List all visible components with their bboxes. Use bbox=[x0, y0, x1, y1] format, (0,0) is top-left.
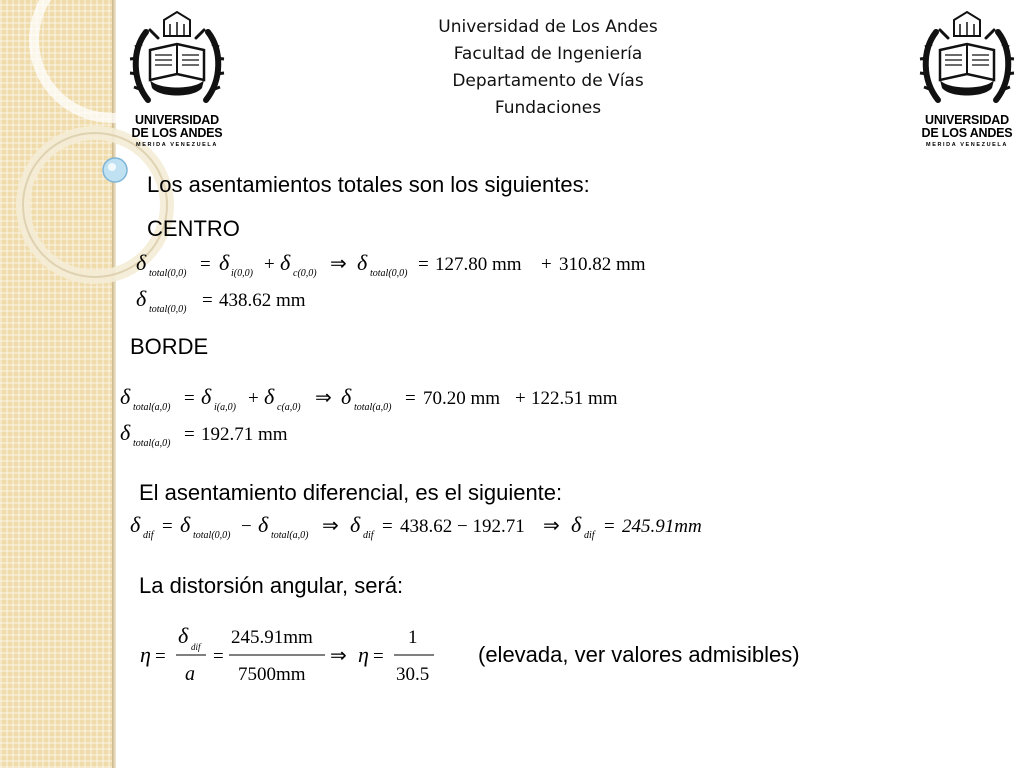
svg-text:δ: δ bbox=[341, 384, 352, 409]
svg-text:δ: δ bbox=[219, 250, 230, 275]
svg-text:=: = bbox=[213, 646, 224, 667]
svg-text:⇒: ⇒ bbox=[315, 387, 332, 409]
logo-name-line2: DE LOS ANDES bbox=[131, 126, 223, 140]
svg-text:c(a,0): c(a,0) bbox=[277, 402, 301, 413]
svg-text:+: + bbox=[248, 388, 259, 409]
logo-city: MERIDA VENEZUELA bbox=[926, 142, 1008, 148]
svg-text:30.5: 30.5 bbox=[396, 664, 430, 685]
svg-text:310.82 mm: 310.82 mm bbox=[559, 254, 646, 275]
svg-text:η: η bbox=[358, 642, 369, 667]
svg-text:⇒: ⇒ bbox=[330, 645, 347, 667]
svg-text:δ: δ bbox=[136, 250, 147, 275]
distorsion-equation bbox=[140, 623, 434, 685]
svg-text:=: = bbox=[162, 516, 173, 537]
svg-text:=: = bbox=[418, 254, 429, 275]
svg-text:dif: dif bbox=[584, 530, 595, 541]
svg-text:127.80 mm: 127.80 mm bbox=[435, 254, 522, 275]
svg-text:7500mm: 7500mm bbox=[238, 664, 306, 685]
distorsion-heading: La distorsión angular, será: bbox=[139, 573, 404, 598]
intro-heading: Los asentamientos totales son los siguientes: bbox=[147, 172, 590, 197]
svg-text:δ: δ bbox=[571, 512, 582, 537]
svg-text:dif: dif bbox=[191, 642, 201, 652]
svg-text:=: = bbox=[382, 516, 393, 537]
svg-text:η: η bbox=[140, 642, 151, 667]
svg-text:total(a,0): total(a,0) bbox=[133, 402, 171, 413]
svg-text:total(a,0): total(a,0) bbox=[354, 402, 392, 413]
svg-text:245.91mm: 245.91mm bbox=[622, 516, 702, 537]
svg-text:δ: δ bbox=[120, 420, 131, 445]
svg-text:−: − bbox=[241, 516, 252, 537]
svg-text:δ: δ bbox=[178, 623, 189, 648]
logo-city: MERIDA VENEZUELA bbox=[136, 142, 218, 148]
svg-text:1: 1 bbox=[408, 627, 418, 648]
svg-text:δ: δ bbox=[350, 512, 361, 537]
svg-text:dif: dif bbox=[143, 530, 154, 541]
svg-text:⇒: ⇒ bbox=[330, 253, 347, 275]
svg-text:⇒: ⇒ bbox=[543, 515, 560, 537]
svg-text:=: = bbox=[202, 290, 213, 311]
svg-text:i(a,0): i(a,0) bbox=[214, 402, 236, 413]
svg-text:δ: δ bbox=[201, 384, 212, 409]
svg-text:+: + bbox=[264, 254, 275, 275]
svg-text:δ: δ bbox=[130, 512, 141, 537]
diferencial-heading: El asentamiento diferencial, es el siguiente: bbox=[139, 480, 563, 505]
distorsion-note: (elevada, ver valores admisibles) bbox=[478, 642, 800, 667]
svg-text:δ: δ bbox=[180, 512, 191, 537]
svg-text:δ: δ bbox=[120, 384, 131, 409]
svg-text:a: a bbox=[185, 663, 195, 685]
svg-text:438.62 mm: 438.62 mm bbox=[219, 290, 306, 311]
svg-text:=: = bbox=[405, 388, 416, 409]
header-faculty: Facultad de Ingeniería bbox=[453, 44, 643, 64]
svg-text:=: = bbox=[155, 646, 166, 667]
diferencial-equation bbox=[130, 512, 702, 541]
centro-equation-2 bbox=[136, 286, 306, 315]
svg-text:δ: δ bbox=[280, 250, 291, 275]
svg-text:=: = bbox=[604, 516, 615, 537]
svg-text:+: + bbox=[515, 388, 526, 409]
svg-text:192.71 mm: 192.71 mm bbox=[201, 424, 288, 445]
svg-text:=: = bbox=[184, 388, 195, 409]
svg-text:438.62 − 192.71: 438.62 − 192.71 bbox=[400, 516, 525, 537]
svg-text:total(a,0): total(a,0) bbox=[133, 438, 171, 449]
logo-name-line1: UNIVERSIDAD bbox=[925, 113, 1009, 127]
svg-text:total(0,0): total(0,0) bbox=[149, 268, 187, 279]
svg-text:δ: δ bbox=[258, 512, 269, 537]
svg-text:total(0,0): total(0,0) bbox=[193, 530, 231, 541]
svg-text:total(a,0): total(a,0) bbox=[271, 530, 309, 541]
logo-name-line1: UNIVERSIDAD bbox=[135, 113, 219, 127]
borde-label: BORDE bbox=[130, 334, 209, 359]
svg-text:δ: δ bbox=[357, 250, 368, 275]
svg-text:70.20 mm: 70.20 mm bbox=[423, 388, 501, 409]
svg-text:i(0,0): i(0,0) bbox=[231, 268, 253, 279]
svg-text:δ: δ bbox=[136, 286, 147, 311]
svg-text:δ: δ bbox=[264, 384, 275, 409]
svg-text:=: = bbox=[373, 646, 384, 667]
svg-text:245.91mm: 245.91mm bbox=[231, 627, 313, 648]
svg-text:total(0,0): total(0,0) bbox=[370, 268, 408, 279]
header-course: Fundaciones bbox=[494, 98, 602, 118]
header-university: Universidad de Los Andes bbox=[438, 17, 658, 37]
borde-equation-2 bbox=[120, 420, 288, 449]
svg-text:=: = bbox=[184, 424, 195, 445]
svg-text:dif: dif bbox=[363, 530, 374, 541]
header-department: Departamento de Vías bbox=[452, 71, 644, 91]
svg-text:total(0,0): total(0,0) bbox=[149, 304, 187, 315]
centro-equation-1 bbox=[136, 250, 646, 279]
svg-text:c(0,0): c(0,0) bbox=[293, 268, 317, 279]
svg-text:⇒: ⇒ bbox=[322, 515, 339, 537]
svg-text:+: + bbox=[541, 254, 552, 275]
svg-text:=: = bbox=[200, 254, 211, 275]
centro-label: CENTRO bbox=[147, 216, 240, 241]
svg-text:122.51 mm: 122.51 mm bbox=[531, 388, 618, 409]
borde-equation-1 bbox=[120, 384, 618, 413]
logo-name-line2: DE LOS ANDES bbox=[921, 126, 1013, 140]
